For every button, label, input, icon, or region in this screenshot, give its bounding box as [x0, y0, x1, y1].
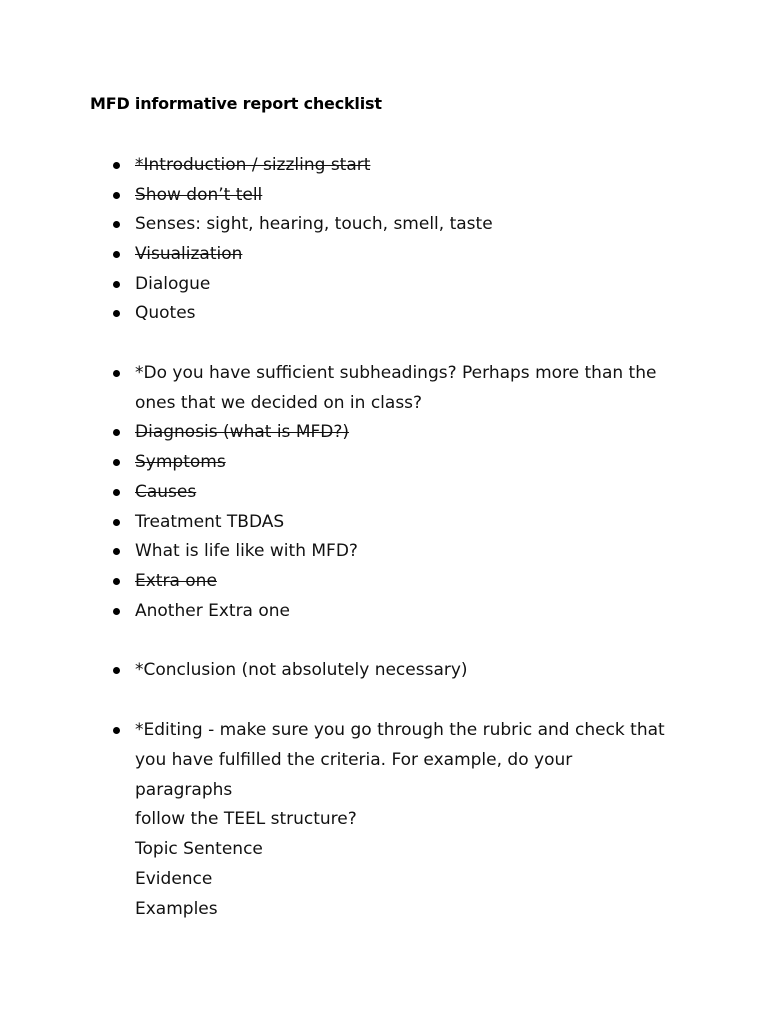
checklist-item	[110, 716, 670, 835]
checklist-item-text: Show don’t tell	[135, 185, 263, 205]
teel-evidence: Evidence	[135, 868, 213, 889]
bullet-dot-icon	[113, 281, 120, 288]
checklist-item	[110, 299, 670, 329]
teel-examples: Examples	[135, 898, 218, 919]
checklist-item	[110, 597, 670, 627]
bullet-dot-icon	[113, 548, 120, 555]
checklist-item-text: Diagnosis (what is MFD?)	[135, 422, 350, 442]
bullet-dot-icon	[113, 727, 120, 734]
checklist-item-text: *Introduction / sizzling start	[135, 155, 371, 175]
checklist-item-text: *Conclusion (not absolutely necessary)	[135, 660, 468, 680]
bullet-dot-icon	[113, 370, 120, 377]
document-title: MFD informative report checklist	[90, 94, 382, 113]
checklist-item-text: Senses: sight, hearing, touch, smell, taste	[135, 214, 493, 234]
checklist-item	[110, 448, 670, 478]
checklist-item	[110, 181, 670, 211]
bullet-dot-icon	[113, 489, 120, 496]
teel-structure-list	[135, 835, 263, 924]
bullet-dot-icon	[113, 221, 120, 228]
checklist-item-text: Symptoms	[135, 452, 226, 472]
checklist-item	[110, 210, 670, 240]
checklist-item-text: *Editing - make sure you go through the rubric and check that you have fulfilled the criteria. For example, do your paragraphs follow the TEEL structure?	[135, 720, 665, 830]
checklist-item-text: Causes	[135, 482, 197, 502]
checklist-item-text: Dialogue	[135, 274, 211, 294]
checklist-item-text: Visualization	[135, 244, 243, 264]
checklist-item-text: What is life like with MFD?	[135, 541, 358, 561]
checklist-item	[110, 478, 670, 508]
checklist-item	[110, 508, 670, 538]
bullet-dot-icon	[113, 667, 120, 674]
checklist-item	[110, 656, 670, 686]
checklist-item	[110, 567, 670, 597]
checklist-item	[110, 537, 670, 567]
checklist-item	[110, 418, 670, 448]
bullet-dot-icon	[113, 192, 120, 199]
bullet-dot-icon	[113, 310, 120, 317]
checklist-item-text: Extra one	[135, 571, 217, 591]
bullet-dot-icon	[113, 608, 120, 615]
teel-topic-sentence: Topic Sentence	[135, 839, 263, 859]
checklist-item-text: Another Extra one	[135, 601, 291, 621]
checklist-item-text: *Do you have sufficient subheadings? Perhaps more than the ones that we decided on in class?	[135, 363, 657, 413]
checklist-item	[110, 270, 670, 300]
bullet-dot-icon	[113, 429, 120, 436]
checklist-item	[110, 359, 670, 419]
bullet-dot-icon	[113, 578, 120, 585]
checklist-item-text: Quotes	[135, 303, 196, 323]
checklist-item-text: Treatment TBDAS	[135, 512, 285, 532]
bullet-dot-icon	[113, 162, 120, 169]
bullet-dot-icon	[113, 459, 120, 466]
checklist-item	[110, 151, 670, 181]
bullet-dot-icon	[113, 519, 120, 526]
checklist-item	[110, 240, 670, 270]
bullet-dot-icon	[113, 251, 120, 258]
